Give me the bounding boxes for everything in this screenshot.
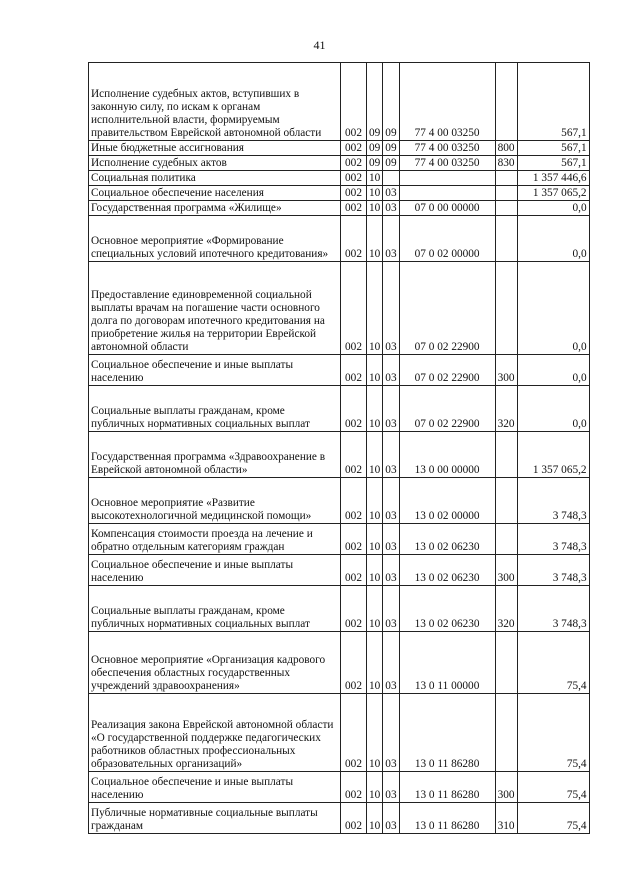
table-row	[89, 803, 590, 834]
table-row	[89, 632, 590, 694]
row-ministry-code: 002	[341, 141, 367, 156]
table-row	[89, 186, 590, 201]
row-section-code: 10	[367, 386, 383, 432]
row-target-article-code: 13 0 11 86280	[399, 694, 495, 772]
row-ministry-code: 002	[341, 803, 367, 834]
row-amount: 3 748,3	[517, 478, 589, 524]
row-name: Исполнение судебных актов, вступивших в законную силу, по искам к органам исполнительной власти, формируемым правительством Еврейской автономной области	[89, 63, 341, 141]
row-name: Основное мероприятие «Формирование специальных условий ипотечного кредитования»	[89, 216, 341, 262]
row-ministry-code: 002	[341, 386, 367, 432]
row-expense-type-code	[495, 432, 517, 478]
row-amount: 1 357 065,2	[517, 186, 589, 201]
row-name: Основное мероприятие «Организация кадрового обеспечения областных государственных учреждений здравоохранения»	[89, 632, 341, 694]
row-subsection-code: 03	[383, 201, 399, 216]
row-target-article-code: 77 4 00 03250	[399, 156, 495, 171]
row-section-code: 10	[367, 478, 383, 524]
table-row	[89, 694, 590, 772]
row-subsection-code: 09	[383, 63, 399, 141]
row-subsection-code: 03	[383, 632, 399, 694]
row-target-article-code: 13 0 11 00000	[399, 632, 495, 694]
row-section-code: 10	[367, 803, 383, 834]
row-name: Социальные выплаты гражданам, кроме публичных нормативных социальных выплат	[89, 386, 341, 432]
row-expense-type-code	[495, 186, 517, 201]
row-amount: 75,4	[517, 772, 589, 803]
row-target-article-code: 13 0 02 00000	[399, 478, 495, 524]
row-ministry-code: 002	[341, 632, 367, 694]
row-name: Социальное обеспечение и иные выплаты населению	[89, 555, 341, 586]
row-section-code: 10	[367, 555, 383, 586]
row-target-article-code: 13 0 11 86280	[399, 772, 495, 803]
row-expense-type-code	[495, 262, 517, 355]
row-section-code: 10	[367, 524, 383, 555]
row-section-code: 10	[367, 772, 383, 803]
table-row	[89, 63, 590, 141]
row-subsection-code: 09	[383, 156, 399, 171]
row-section-code: 09	[367, 156, 383, 171]
row-name: Социальное обеспечение населения	[89, 186, 341, 201]
row-target-article-code: 13 0 00 00000	[399, 432, 495, 478]
row-name: Реализация закона Еврейской автономной области «О государственной поддержке педагогических работников областных профессиональных образовательных организаций»	[89, 694, 341, 772]
row-expense-type-code: 320	[495, 586, 517, 632]
row-name: Публичные нормативные социальные выплаты гражданам	[89, 803, 341, 834]
table-row	[89, 478, 590, 524]
row-subsection-code: 03	[383, 524, 399, 555]
row-amount: 0,0	[517, 355, 589, 386]
row-expense-type-code	[495, 694, 517, 772]
row-ministry-code: 002	[341, 156, 367, 171]
row-expense-type-code	[495, 171, 517, 186]
row-section-code: 10	[367, 632, 383, 694]
row-ministry-code: 002	[341, 772, 367, 803]
page-number: 41	[313, 38, 326, 52]
row-section-code: 10	[367, 201, 383, 216]
row-subsection-code: 03	[383, 586, 399, 632]
row-section-code: 10	[367, 186, 383, 201]
row-amount: 0,0	[517, 386, 589, 432]
row-amount: 1 357 065,2	[517, 432, 589, 478]
table-row	[89, 156, 590, 171]
row-target-article-code: 77 4 00 03250	[399, 141, 495, 156]
row-subsection-code: 03	[383, 478, 399, 524]
row-section-code: 09	[367, 63, 383, 141]
row-ministry-code: 002	[341, 432, 367, 478]
row-target-article-code: 07 0 02 22900	[399, 262, 495, 355]
row-expense-type-code: 800	[495, 141, 517, 156]
row-subsection-code: 03	[383, 386, 399, 432]
row-subsection-code: 03	[383, 186, 399, 201]
row-ministry-code: 002	[341, 63, 367, 141]
table-row	[89, 432, 590, 478]
table-row	[89, 386, 590, 432]
row-expense-type-code: 300	[495, 772, 517, 803]
row-ministry-code: 002	[341, 186, 367, 201]
row-ministry-code: 002	[341, 171, 367, 186]
row-ministry-code: 002	[341, 586, 367, 632]
row-subsection-code: 03	[383, 772, 399, 803]
row-amount: 75,4	[517, 632, 589, 694]
row-name: Государственная программа «Здравоохранение в Еврейской автономной области»	[89, 432, 341, 478]
row-target-article-code: 07 0 00 00000	[399, 201, 495, 216]
row-subsection-code: 03	[383, 355, 399, 386]
row-amount: 567,1	[517, 63, 589, 141]
table-row	[89, 201, 590, 216]
row-target-article-code	[399, 171, 495, 186]
row-subsection-code: 03	[383, 555, 399, 586]
row-expense-type-code	[495, 201, 517, 216]
row-amount: 3 748,3	[517, 586, 589, 632]
row-amount: 3 748,3	[517, 524, 589, 555]
row-target-article-code	[399, 186, 495, 201]
table-row	[89, 555, 590, 586]
row-expense-type-code: 300	[495, 555, 517, 586]
row-section-code: 10	[367, 432, 383, 478]
row-name: Социальное обеспечение и иные выплаты населению	[89, 772, 341, 803]
row-expense-type-code	[495, 63, 517, 141]
row-target-article-code: 13 0 11 86280	[399, 803, 495, 834]
row-section-code: 10	[367, 694, 383, 772]
row-expense-type-code: 300	[495, 355, 517, 386]
row-name: Социальное обеспечение и иные выплаты населению	[89, 355, 341, 386]
row-section-code: 10	[367, 262, 383, 355]
row-amount: 1 357 446,6	[517, 171, 589, 186]
row-ministry-code: 002	[341, 478, 367, 524]
table-row	[89, 524, 590, 555]
budget-table	[88, 62, 590, 834]
row-expense-type-code	[495, 216, 517, 262]
row-ministry-code: 002	[341, 524, 367, 555]
row-expense-type-code: 830	[495, 156, 517, 171]
row-amount: 0,0	[517, 216, 589, 262]
row-subsection-code: 03	[383, 216, 399, 262]
row-amount: 567,1	[517, 141, 589, 156]
table-row	[89, 772, 590, 803]
row-ministry-code: 002	[341, 262, 367, 355]
row-section-code: 10	[367, 171, 383, 186]
row-ministry-code: 002	[341, 201, 367, 216]
row-expense-type-code: 320	[495, 386, 517, 432]
row-amount: 0,0	[517, 262, 589, 355]
row-name: Государственная программа «Жилище»	[89, 201, 341, 216]
table-row	[89, 262, 590, 355]
row-target-article-code: 07 0 02 00000	[399, 216, 495, 262]
row-amount: 3 748,3	[517, 555, 589, 586]
table-row	[89, 216, 590, 262]
row-amount: 75,4	[517, 694, 589, 772]
row-subsection-code: 03	[383, 694, 399, 772]
row-section-code: 09	[367, 141, 383, 156]
row-ministry-code: 002	[341, 555, 367, 586]
row-section-code: 10	[367, 586, 383, 632]
row-target-article-code: 07 0 02 22900	[399, 355, 495, 386]
row-name: Основное мероприятие «Развитие высокотехнологичной медицинской помощи»	[89, 478, 341, 524]
row-expense-type-code: 310	[495, 803, 517, 834]
row-name: Иные бюджетные ассигнования	[89, 141, 341, 156]
row-target-article-code: 77 4 00 03250	[399, 63, 495, 141]
row-amount: 75,4	[517, 803, 589, 834]
row-expense-type-code	[495, 632, 517, 694]
row-name: Исполнение судебных актов	[89, 156, 341, 171]
row-target-article-code: 13 0 02 06230	[399, 586, 495, 632]
row-ministry-code: 002	[341, 216, 367, 262]
row-name: Социальные выплаты гражданам, кроме публичных нормативных социальных выплат	[89, 586, 341, 632]
row-name: Предоставление единовременной социальной выплаты врачам на погашение части основного долга по договорам ипотечного кредитования на приобретение жилья на территории Еврейской автономной области	[89, 262, 341, 355]
row-subsection-code: 03	[383, 262, 399, 355]
row-subsection-code: 03	[383, 432, 399, 478]
row-subsection-code: 03	[383, 803, 399, 834]
row-expense-type-code	[495, 524, 517, 555]
row-expense-type-code	[495, 478, 517, 524]
table-row	[89, 171, 590, 186]
row-amount: 0,0	[517, 201, 589, 216]
row-section-code: 10	[367, 355, 383, 386]
row-section-code: 10	[367, 216, 383, 262]
table-row	[89, 355, 590, 386]
row-target-article-code: 07 0 02 22900	[399, 386, 495, 432]
table-row	[89, 586, 590, 632]
table-row	[89, 141, 590, 156]
row-subsection-code: 09	[383, 141, 399, 156]
row-name: Социальная политика	[89, 171, 341, 186]
row-ministry-code: 002	[341, 694, 367, 772]
row-ministry-code: 002	[341, 355, 367, 386]
row-target-article-code: 13 0 02 06230	[399, 555, 495, 586]
row-target-article-code: 13 0 02 06230	[399, 524, 495, 555]
row-name: Компенсация стоимости проезда на лечение и обратно отдельным категориям граждан	[89, 524, 341, 555]
row-subsection-code	[383, 171, 399, 186]
row-amount: 567,1	[517, 156, 589, 171]
